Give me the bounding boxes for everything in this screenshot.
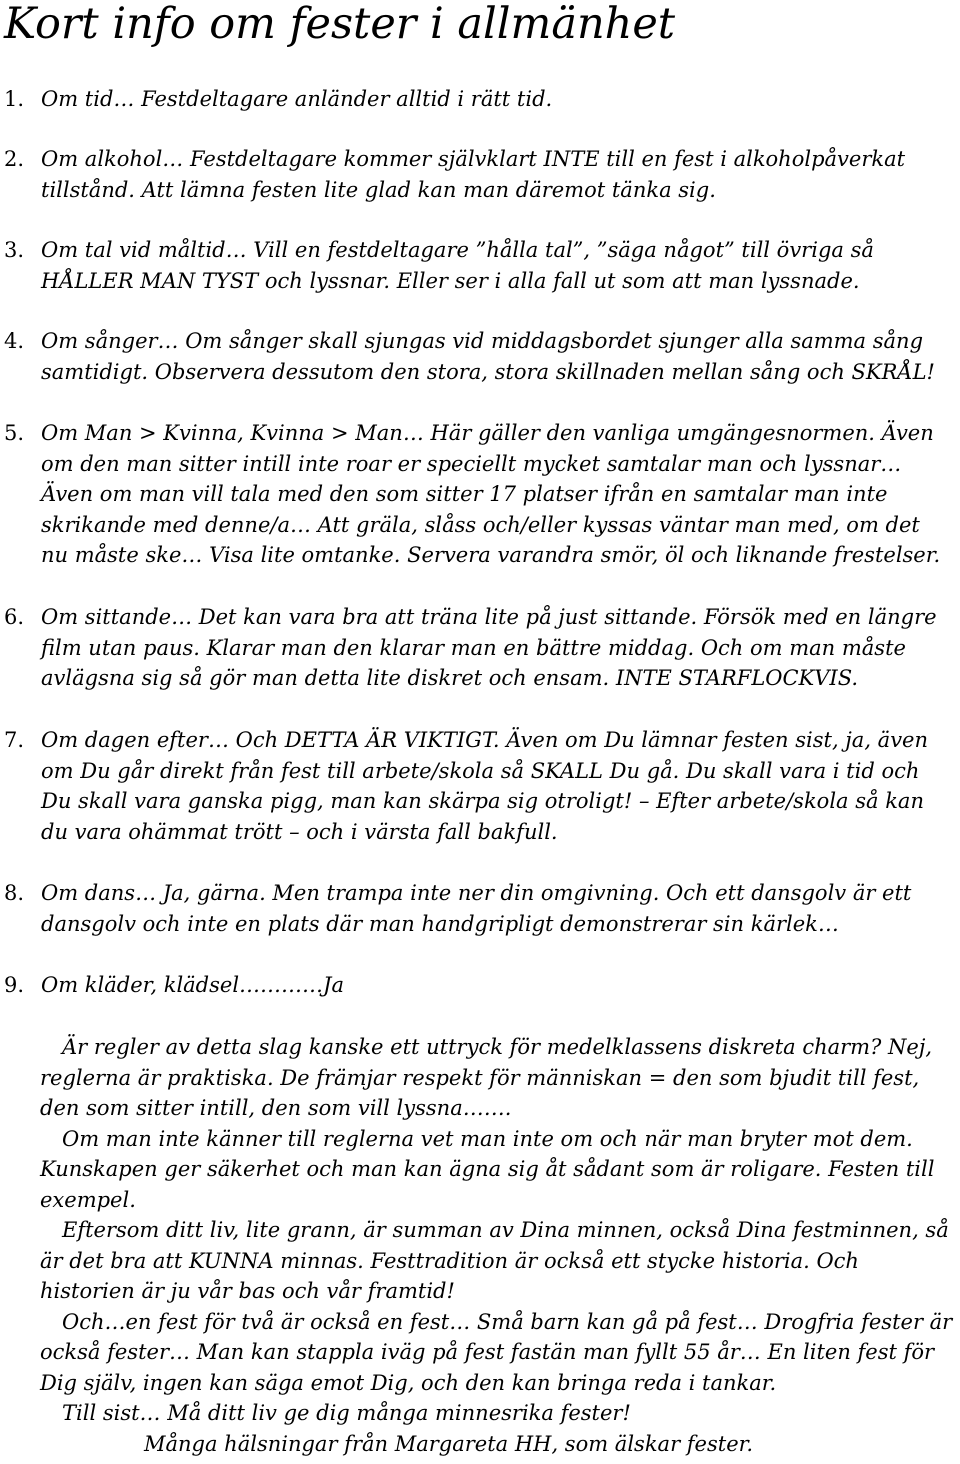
list-item-text: Om dans… Ja, gärna. Men trampa inte ner din omgivning. Och ett dansgolv är ett dansgolv och inte en plats där man handgripligt demonstrerar sin kärlek… bbox=[41, 881, 912, 936]
list-item bbox=[4, 418, 956, 571]
closing-paragraph: Är regler av detta slag kanske ett uttryck för medelklassens diskreta charm? Nej, reglerna är praktiska. De främjar respekt för människan = den som bjudit till fest, den som sitter intill, den som vill lyssna……. bbox=[40, 1035, 933, 1120]
closing-paragraph: Och…en fest för två är också en fest… Små barn kan gå på fest… Drogfria fester är också fester… Man kan stappla iväg på fest fastän man fyllt 55 år… En liten fest för Dig själv, ingen kan säga emot Dig, och den kan bringa reda i tankar. bbox=[40, 1309, 953, 1395]
list-item-text: Om alkohol… Festdeltagare kommer självklart INTE till en fest i alkoholpåverkat tillstånd. Att lämna festen lite glad kan man däremot tänka sig. bbox=[41, 147, 906, 202]
closing-section bbox=[40, 1032, 956, 1459]
list-item-text: Om tal vid måltid… Vill en festdeltagare ”hålla tal”, ”säga något” till övriga så HÅLLER MAN TYST och lyssnar. Eller ser i alla fall ut som att man lyssnade. bbox=[41, 238, 874, 293]
list-item-text: Om kläder, klädsel…………Ja bbox=[41, 973, 344, 997]
document-title: Kort info om fester i allmänhet bbox=[4, 0, 676, 49]
list-item bbox=[4, 602, 956, 694]
list-item bbox=[4, 144, 956, 205]
list-item-number: 4. bbox=[4, 329, 25, 353]
list-item bbox=[4, 970, 956, 1001]
list-item-number: 5. bbox=[4, 421, 25, 445]
list-item-text: Om tid… Festdeltagare anländer alltid i rätt tid. bbox=[41, 87, 553, 111]
list-item-number: 9. bbox=[4, 973, 25, 997]
list-item-text: Om sittande… Det kan vara bra att träna lite på just sittande. Försök med en längre film utan paus. Klarar man den klarar man en bättre middag. Och om man måste avlägsna sig så gör man detta lite diskret och ensam. INTE STARFLOCKVIS. bbox=[41, 605, 937, 690]
list-item-number: 6. bbox=[4, 605, 25, 629]
list-item bbox=[4, 84, 956, 115]
list-item bbox=[4, 326, 956, 387]
closing-paragraph: Om man inte känner till reglerna vet man inte om och när man bryter mot dem. Kunskapen ger säkerhet och man kan ägna sig åt sådant som är roligare. Festen till exempel. bbox=[40, 1126, 935, 1212]
list-item-text: Om Man > Kvinna, Kvinna > Man… Här gäller den vanliga umgängesnormen. Även om den man sitter intill inte roar er speciellt mycket samtalar man och lyssnar… Även om man vill tala med den som sitter 17 platser ifrån en samtalar man inte skrikande med denne/a… Att gräla, slåss och/eller kyssas väntar man med, om det nu måste ske… Visa lite omtanke. Servera varandra smör, öl och liknande frestelser. bbox=[41, 421, 941, 567]
signoff: Många hälsningar från Margareta HH, som älskar fester. bbox=[144, 1431, 754, 1456]
list-item-number: 1. bbox=[4, 87, 25, 111]
closing-paragraph: Till sist… Må ditt liv ge dig många minnesrika fester! bbox=[62, 1401, 631, 1425]
closing-paragraph: Eftersom ditt liv, lite grann, är summan av Dina minnen, också Dina festminnen, så är det bra att KUNNA minnas. Festtradition är också ett stycke historia. Och historien är ju vår bas och vår framtid! bbox=[40, 1218, 949, 1303]
list-item-number: 3. bbox=[4, 238, 25, 262]
list-item-number: 7. bbox=[4, 728, 25, 752]
list-item-number: 8. bbox=[4, 881, 25, 905]
list-item-number: 2. bbox=[4, 147, 25, 171]
list-item bbox=[4, 878, 956, 939]
list-item bbox=[4, 235, 956, 296]
list-item-text: Om dagen efter… Och DETTA ÄR VIKTIGT. Även om Du lämnar festen sist, ja, även om Du går direkt från fest till arbete/skola så SKALL Du gå. Du skall vara i tid och Du skall vara ganska pigg, man kan skärpa sig otroligt! – Efter arbete/skola så kan du vara ohämmat trött – och i värsta fall bakfull. bbox=[41, 728, 929, 844]
list-item bbox=[4, 725, 956, 847]
list-item-text: Om sånger… Om sånger skall sjungas vid middagsbordet sjunger alla samma sång samtidigt. Observera dessutom den stora, stora skillnaden mellan sång och SKRÅL! bbox=[41, 329, 935, 384]
